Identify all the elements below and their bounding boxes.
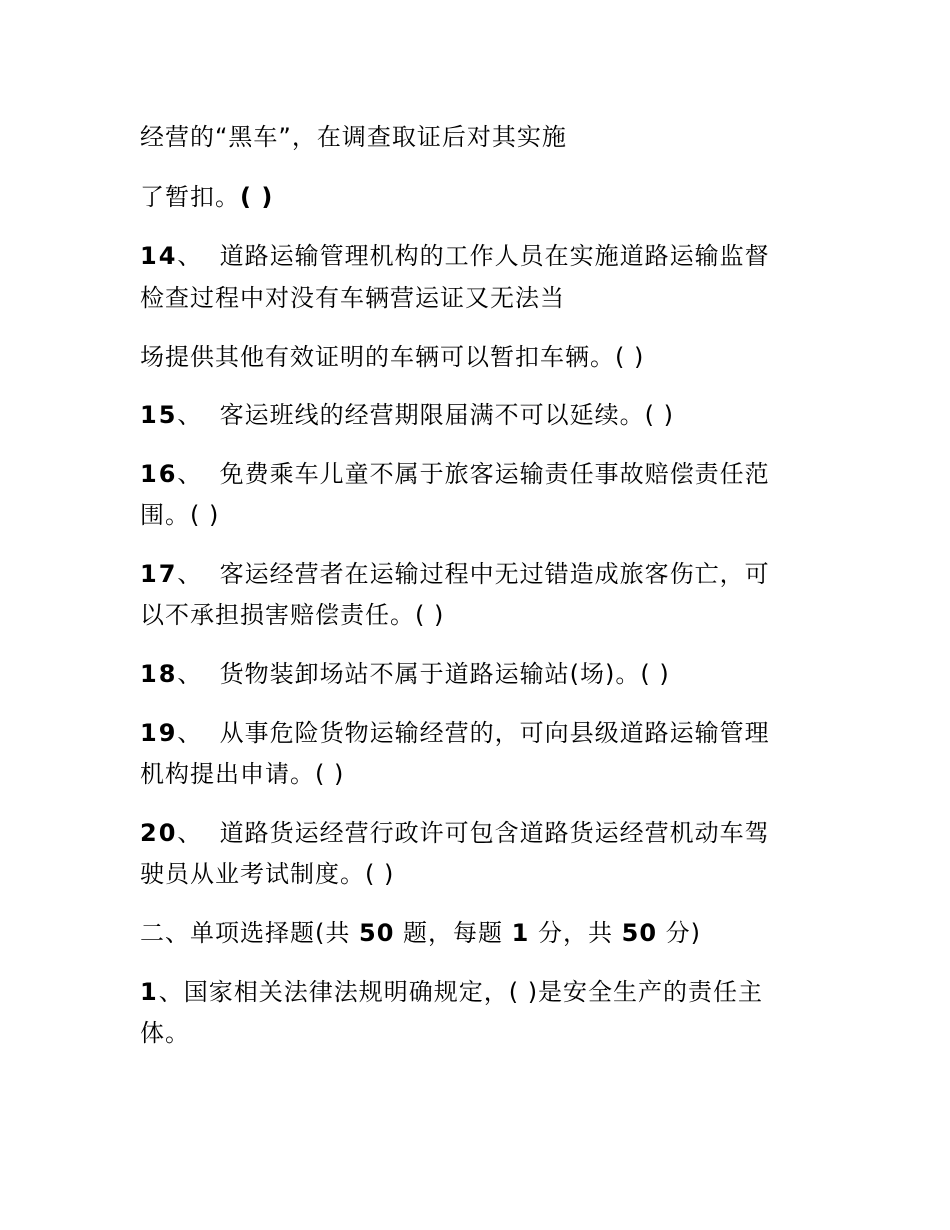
text-line-18: [140, 1017, 830, 1049]
text-line-8: [140, 499, 830, 531]
question-separator: 、: [177, 819, 203, 847]
section-count: 50: [359, 919, 395, 947]
question-separator: 、: [177, 719, 203, 747]
question-number: 15: [140, 401, 178, 429]
question-separator: 、: [177, 242, 203, 270]
line-text: 机构提出申请。( ): [140, 760, 345, 788]
question-number: 14: [140, 242, 178, 270]
question-1: [140, 976, 830, 1008]
question-19: [140, 717, 830, 749]
question-text: 国家相关法律法规明确规定，( )是安全生产的责任主: [183, 978, 764, 1006]
question-separator: 、: [177, 460, 203, 488]
section-text: 分): [657, 919, 702, 947]
question-number: 1: [140, 978, 159, 1006]
question-text: 货物装卸场站不属于道路运输站(场)。( ): [219, 660, 670, 688]
line-text: 场提供其他有效证明的车辆可以暂扣车辆。( ): [140, 343, 645, 371]
line-text: 体。: [140, 1019, 190, 1047]
line-text: 了暂扣。: [140, 183, 240, 211]
line-text: 检查过程中对没有车辆营运证又无法当: [140, 284, 565, 312]
section-text: 题，每题: [394, 919, 512, 947]
question-number: 19: [140, 719, 178, 747]
question-number: 20: [140, 819, 178, 847]
text-line-15: [140, 858, 830, 890]
question-20: [140, 817, 830, 849]
question-number: 17: [140, 560, 178, 588]
question-text: 客运经营者在运输过程中无过错造成旅客伤亡，可: [219, 560, 770, 588]
section-total: 50: [621, 919, 658, 947]
section-points: 1: [511, 919, 530, 947]
section-text: 二、单项选择题(共: [140, 919, 359, 947]
text-line-1: [140, 121, 830, 153]
line-text: 驶员从业考试制度。( ): [140, 860, 395, 888]
line-text: 围。( ): [140, 501, 220, 529]
question-14: [140, 240, 830, 272]
question-separator: 、: [177, 660, 203, 688]
line-text: 以不承担损害赔偿责任。( ): [140, 601, 445, 629]
question-text: 从事危险货物运输经营的，可向县级道路运输管理: [219, 719, 770, 747]
question-17: [140, 558, 830, 590]
line-text: 经营的“黑车”，在调查取证后对其实施: [140, 123, 567, 151]
text-line-2: [140, 181, 830, 213]
question-16: [140, 458, 830, 490]
question-18: [140, 658, 830, 690]
answer-blank: ( ): [240, 183, 274, 211]
question-separator: 、: [177, 560, 203, 588]
question-number: 18: [140, 660, 178, 688]
question-separator: 、: [158, 978, 184, 1006]
question-15: [140, 399, 830, 431]
text-line-13: [140, 758, 830, 790]
question-separator: 、: [177, 401, 203, 429]
text-line-4: [140, 282, 830, 314]
question-number: 16: [140, 460, 178, 488]
question-text: 道路运输管理机构的工作人员在实施道路运输监督: [219, 242, 770, 270]
question-text: 道路货运经营行政许可包含道路货运经营机动车驾: [219, 819, 770, 847]
text-line-10: [140, 599, 830, 631]
text-line-5: [140, 341, 830, 373]
question-text: 客运班线的经营期限届满不可以延续。( ): [219, 401, 675, 429]
section-text: 分，共: [529, 919, 622, 947]
question-text: 免费乘车儿童不属于旅客运输责任事故赔偿责任范: [219, 460, 770, 488]
section-heading: [140, 917, 830, 949]
